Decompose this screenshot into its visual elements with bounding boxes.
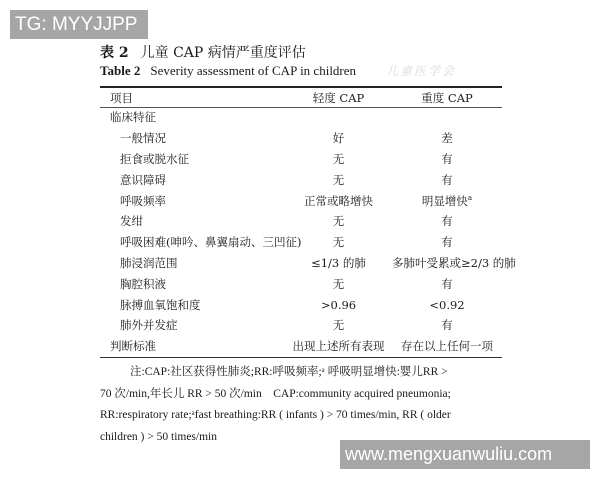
table-row (100, 294, 502, 315)
table-header-row (100, 88, 502, 107)
table-number-cn: 表 2 (100, 45, 129, 61)
cell-item: 判断标准 (110, 339, 156, 354)
table-bottom-rule (100, 357, 502, 358)
watermark-badge-bottom-right (340, 440, 590, 469)
cell-item: 肺浸润范围 (120, 255, 178, 270)
watermark-badge-top-left (10, 10, 148, 39)
cell-severe (392, 298, 502, 312)
cell-severe-text: 明显增快 (421, 193, 468, 208)
cell-item: 肺外并发症 (120, 318, 178, 333)
header-mild: 轻度 CAP (312, 90, 365, 105)
table-row (100, 211, 502, 232)
cell-severe-text: 多肺叶受累或≥2/3 的肺 (392, 255, 516, 270)
severity-table (100, 88, 516, 357)
cell-severe (392, 151, 502, 167)
watermark-url: www.mengxuanwuliu.com (345, 444, 553, 464)
cell-item: 脉搏血氧饱和度 (120, 297, 201, 312)
footnote-line: children ) > 50 times/min (100, 430, 217, 443)
table-body (100, 107, 516, 357)
seal-watermark: 儿童医学会 (386, 64, 457, 78)
cell-mild: 出现上述所有表现 (292, 339, 385, 354)
cell-severe (392, 276, 502, 292)
cell-mild: 无 (332, 235, 345, 250)
header-severe: 重度 CAP (421, 90, 473, 105)
table-row (100, 273, 502, 294)
cell-severe-text: 有 (441, 172, 453, 187)
cell-item: 一般情况 (120, 131, 166, 146)
cell-item: 发绀 (120, 214, 143, 229)
table-row (100, 128, 502, 149)
cell-mild: 无 (332, 318, 345, 333)
table-row (100, 190, 502, 211)
table-row (100, 253, 516, 274)
cell-mild: ≤1/3 的肺 (311, 255, 366, 270)
watermark-text: TG: MYYJJPP (15, 13, 138, 35)
cell-severe-text: 有 (441, 214, 453, 229)
cell-item: 呼吸频率 (120, 193, 166, 208)
cell-mild: 无 (332, 151, 345, 166)
cell-mild: 好 (332, 131, 345, 146)
cell-mild: 无 (332, 214, 345, 229)
footnote-marker: a (467, 193, 473, 202)
table-title-chinese (100, 42, 306, 62)
footnote-line: RR:respiratory rate;ᵃfast breathing:RR ( infants ) > 70 times/min, RR ( older (100, 409, 451, 421)
table-row (100, 336, 502, 357)
cell-item: 意识障碍 (120, 172, 166, 187)
cell-severe (392, 130, 502, 146)
table-row (100, 149, 502, 170)
cell-severe (392, 317, 502, 333)
cell-severe (392, 172, 502, 188)
footnote-line: 注:CAP:社区获得性肺炎;RR:呼吸频率;ᵃ 呼吸明显增快:婴儿RR > (130, 366, 448, 378)
cell-severe-text: 有 (441, 276, 453, 291)
table-caption-cn: 儿童 CAP 病情严重度评估 (140, 45, 306, 61)
cell-mild: >0.96 (320, 297, 357, 312)
cell-mild: 无 (332, 276, 345, 291)
table-row (100, 107, 502, 128)
footnote-line: 70 次/min,年长儿 RR > 50 次/min CAP:community acquired pneumonia; (100, 387, 451, 400)
table-caption-en: Severity assessment of CAP in children (150, 63, 357, 78)
table-row (100, 232, 502, 253)
cell-severe (392, 338, 502, 354)
cell-item: 临床特征 (110, 110, 156, 125)
cell-severe-text: 有 (441, 151, 453, 166)
cell-item: 拒食或脱水征 (120, 151, 189, 166)
cell-mild: 正常或略增快 (304, 193, 373, 208)
table-footnote (100, 362, 504, 448)
cell-severe-text: <0.92 (429, 297, 465, 312)
cell-severe-text: 存在以上任何一项 (401, 339, 493, 354)
cell-item: 胸腔积液 (120, 276, 166, 291)
cell-severe (392, 193, 502, 209)
cell-severe (392, 234, 502, 250)
cell-severe (392, 213, 502, 229)
table-title-english (100, 63, 356, 79)
cell-severe-text: 有 (441, 318, 453, 333)
cell-item: 呼吸困难(呻吟、鼻翼扇动、三凹征) (120, 235, 302, 250)
table-row (100, 169, 502, 190)
table-row (100, 315, 502, 336)
cell-severe (392, 255, 516, 271)
cell-severe-text: 差 (441, 131, 453, 146)
table-number-en: Table 2 (100, 63, 141, 78)
header-item: 项目 (110, 90, 133, 105)
cell-severe-text: 有 (441, 235, 453, 250)
cell-mild: 无 (332, 172, 345, 187)
